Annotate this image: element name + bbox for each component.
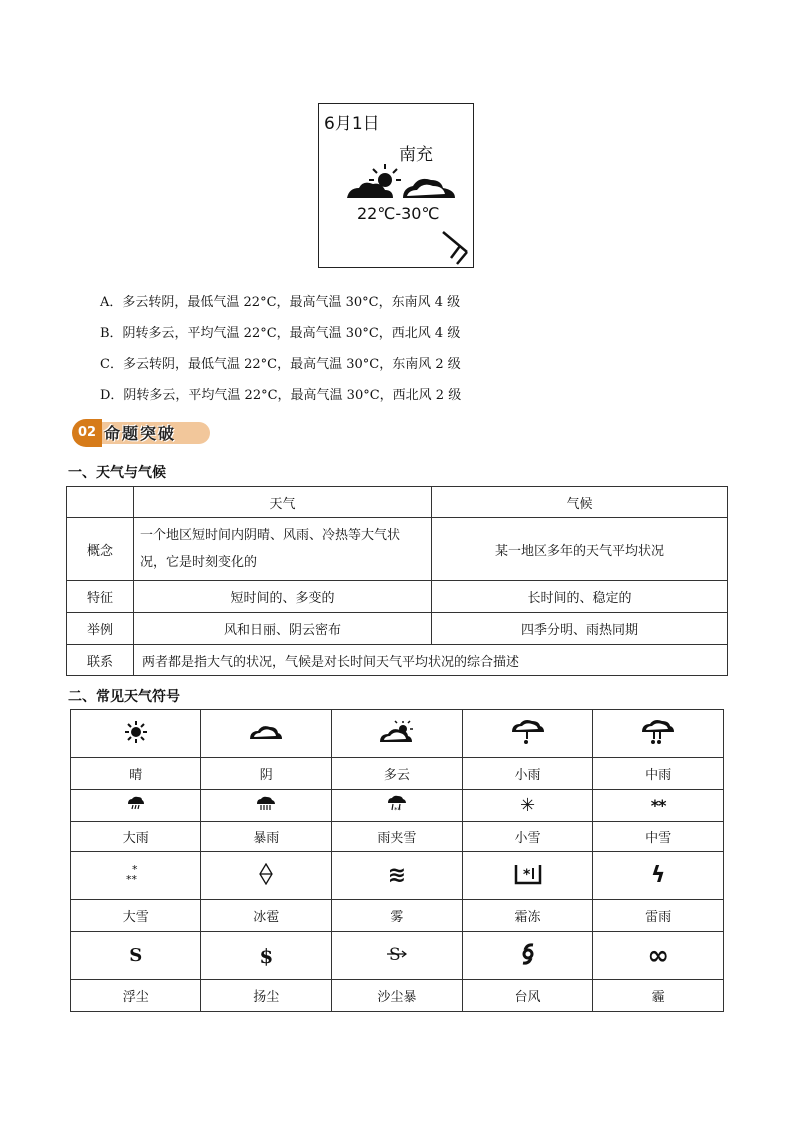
sunny-icon xyxy=(124,720,148,744)
banner-title: 命题突破 xyxy=(104,424,177,443)
option-d: D．阴转多云，平均气温 22°C，最高气温 30°C，西北风 2 级 xyxy=(100,388,462,403)
climate-cell: 四季分明、雨热同期 xyxy=(432,613,728,645)
weather-cell: 风和日丽、阴云密布 xyxy=(134,613,432,645)
svg-text:*: * xyxy=(522,866,530,883)
symbol-label: 沙尘暴 xyxy=(332,980,463,1012)
cloudy-icon xyxy=(379,720,415,744)
row-label: 概念 xyxy=(67,518,134,581)
floating-dust-icon: S xyxy=(71,932,201,980)
light-snow-icon: ✳ xyxy=(462,790,593,822)
symbol-label: 小雪 xyxy=(462,822,593,852)
sandstorm-icon xyxy=(386,943,408,965)
card-city: 南充 xyxy=(399,145,433,165)
option-a: A．多云转阴，最低气温 22°C，最高气温 30°C，东南风 4 级 xyxy=(100,295,461,310)
section-heading-1: 一、天气与气候 xyxy=(68,465,166,481)
symbol-label: 多云 xyxy=(332,758,463,790)
symbol-label: 中雨 xyxy=(593,758,724,790)
rainstorm-icon xyxy=(256,796,276,812)
card-date: 6月1日 xyxy=(324,114,380,134)
light-rain-icon xyxy=(511,719,545,745)
hail-icon xyxy=(259,863,273,885)
header-empty xyxy=(67,487,134,518)
symbol-label: 台风 xyxy=(462,980,593,1012)
climate-cell: 长时间的、稳定的 xyxy=(432,581,728,613)
section-banner xyxy=(72,418,212,448)
symbol-label: 暴雨 xyxy=(201,822,332,852)
option-c: C．多云转阴，最低气温 22°C，最高气温 30°C，东南风 2 级 xyxy=(100,357,461,372)
banner-number: 02 xyxy=(72,419,102,447)
blowing-dust-icon: $ xyxy=(201,932,332,980)
symbol-label: 雷雨 xyxy=(593,900,724,932)
row-label: 联系 xyxy=(67,645,134,676)
symbol-label: 雾 xyxy=(332,900,463,932)
symbol-label: 阴 xyxy=(201,758,332,790)
svg-text:**: ** xyxy=(393,805,401,813)
row-label: 举例 xyxy=(67,613,134,645)
wind-barb-icon xyxy=(439,228,471,266)
symbol-label: 大雨 xyxy=(71,822,201,852)
section-heading-2: 二、常见天气符号 xyxy=(68,689,180,705)
card-temperature: 22℃-30℃ xyxy=(357,204,440,223)
weather-climate-table xyxy=(66,486,728,676)
symbol-label: 霜冻 xyxy=(462,900,593,932)
symbol-label: 扬尘 xyxy=(201,980,332,1012)
header-weather: 天气 xyxy=(134,487,432,518)
svg-text:S: S xyxy=(388,944,401,965)
row-label: 特征 xyxy=(67,581,134,613)
symbol-label: 浮尘 xyxy=(71,980,201,1012)
option-b: B．阴转多云，平均气温 22°C，最高气温 30°C，西北风 4 级 xyxy=(100,326,461,341)
symbol-label: 大雪 xyxy=(71,900,201,932)
symbol-label: 冰雹 xyxy=(201,900,332,932)
symbol-label: 霾 xyxy=(593,980,724,1012)
symbol-label: 雨夹雪 xyxy=(332,822,463,852)
haze-icon: ∞ xyxy=(593,932,724,980)
symbol-label: 中雪 xyxy=(593,822,724,852)
header-climate: 气候 xyxy=(432,487,728,518)
partly-cloudy-to-overcast-icon xyxy=(345,160,457,204)
fog-icon: ≋ xyxy=(332,852,463,900)
svg-text:*: * xyxy=(131,862,138,876)
weather-cell: 短时间的、多变的 xyxy=(134,581,432,613)
moderate-rain-icon xyxy=(641,719,675,745)
heavy-rain-icon xyxy=(127,796,145,812)
symbol-label: 晴 xyxy=(71,758,201,790)
weather-cell: 一个地区短时间内阴晴、风雨、冷热等大气状况，它是时刻变化的 xyxy=(134,518,432,581)
moderate-snow-icon: ** xyxy=(593,790,724,822)
svg-text:**: ** xyxy=(125,872,137,885)
weather-symbols-table xyxy=(70,709,724,1012)
frost-icon xyxy=(514,863,542,885)
thunderstorm-icon: ϟ xyxy=(593,852,724,900)
sleet-icon xyxy=(387,795,407,813)
heavy-snow-icon xyxy=(125,863,147,885)
overcast-icon xyxy=(249,723,283,741)
link-cell: 两者都是指大气的状况，气候是对长时间天气平均状况的综合描述 xyxy=(134,645,728,676)
weather-card xyxy=(318,103,474,268)
climate-cell: 某一地区多年的天气平均状况 xyxy=(432,518,728,581)
typhoon-icon xyxy=(519,943,537,965)
symbol-label: 小雨 xyxy=(462,758,593,790)
